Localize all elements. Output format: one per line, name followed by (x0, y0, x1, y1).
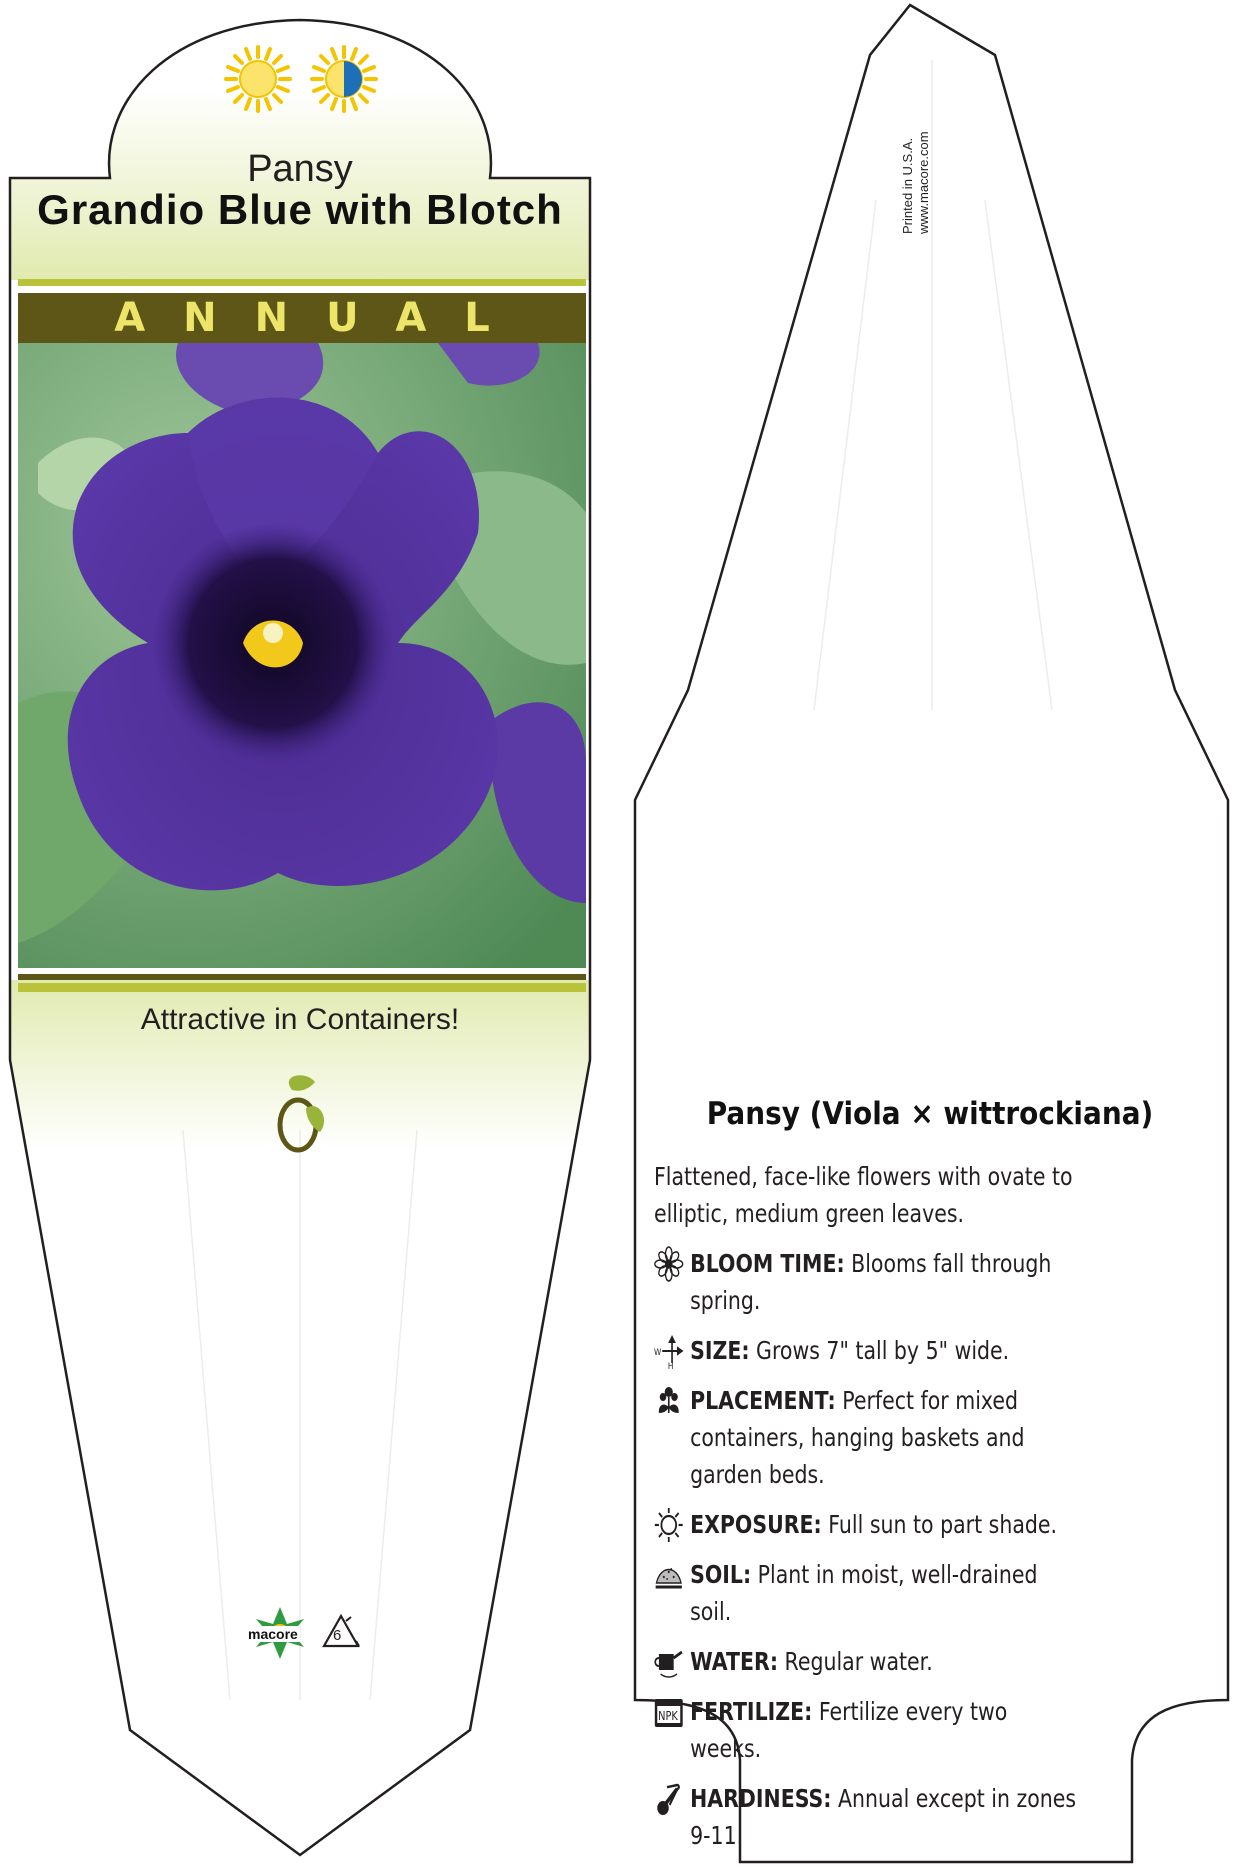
placement-plant-icon (654, 1383, 684, 1419)
attr-label: SIZE: (690, 1336, 750, 1365)
attr-label: HARDINESS: (690, 1784, 832, 1813)
back-description-block (654, 1158, 1080, 1867)
category-band: ANNUAL (18, 293, 586, 343)
description: Flattened, face-like flowers with ovate to elliptic, medium green leaves. (654, 1162, 1073, 1228)
attr-bloom-time (654, 1245, 1080, 1319)
flower-icon (654, 1246, 684, 1282)
full-sun-icon (226, 47, 290, 111)
attr-text: Plant in moist, well-drained soil. (690, 1560, 1038, 1626)
attr-exposure (654, 1506, 1080, 1543)
printed-line-2: www.macore.com (916, 131, 931, 234)
thermometer-icon (654, 1781, 684, 1817)
recycle-number: 6 (333, 1627, 342, 1644)
attr-label: BLOOM TIME: (690, 1249, 845, 1278)
attr-fertilize (654, 1693, 1080, 1767)
attr-water (654, 1643, 1080, 1680)
attr-text: Perfect for mixed containers, hanging baskets and garden beds. (690, 1386, 1025, 1489)
attr-size (654, 1332, 1080, 1369)
part-shade-icon (312, 47, 376, 111)
attr-label: FERTILIZE: (690, 1697, 813, 1726)
attr-text: Annual except in zones 9-11. (690, 1784, 1077, 1850)
sun-outline-icon (654, 1507, 684, 1543)
attr-label: WATER: (690, 1647, 779, 1676)
attr-text: Fertilize every two weeks. (690, 1697, 1008, 1763)
back-title: Pansy (Viola × wittrockiana) (706, 1096, 1154, 1132)
tagline: Attractive in Containers! (140, 1003, 460, 1036)
attr-hardiness (654, 1780, 1080, 1854)
svg-text:H: H (667, 1360, 674, 1369)
svg-text:NPK: NPK (658, 1709, 678, 1724)
common-name: Pansy (247, 148, 353, 190)
attr-label: PLACEMENT: (690, 1386, 836, 1415)
macore-logo-text: macore (248, 1626, 298, 1642)
attr-label: SOIL: (690, 1560, 752, 1589)
watering-can-icon (654, 1644, 684, 1680)
printed-info (900, 94, 932, 244)
attr-placement (654, 1382, 1080, 1493)
soil-icon (654, 1557, 684, 1593)
attr-text: Blooms fall through spring. (690, 1249, 1052, 1315)
attr-text: Grows 7" tall by 5" wide. (749, 1336, 1010, 1365)
variety-name: Grandio Blue with Blotch (37, 186, 563, 233)
svg-text:W: W (654, 1346, 662, 1358)
attr-text: Full sun to part shade. (821, 1510, 1058, 1539)
sun-icons (222, 44, 382, 114)
size-arrows-icon (654, 1333, 684, 1369)
attr-label: EXPOSURE: (690, 1510, 822, 1539)
npk-icon (654, 1694, 684, 1730)
attr-soil (654, 1556, 1080, 1630)
attr-text: Regular water. (778, 1647, 933, 1676)
pansy-photo (18, 343, 586, 968)
printed-line-1: Printed in U.S.A. (900, 137, 915, 234)
seed-logo-icon (270, 1070, 334, 1165)
